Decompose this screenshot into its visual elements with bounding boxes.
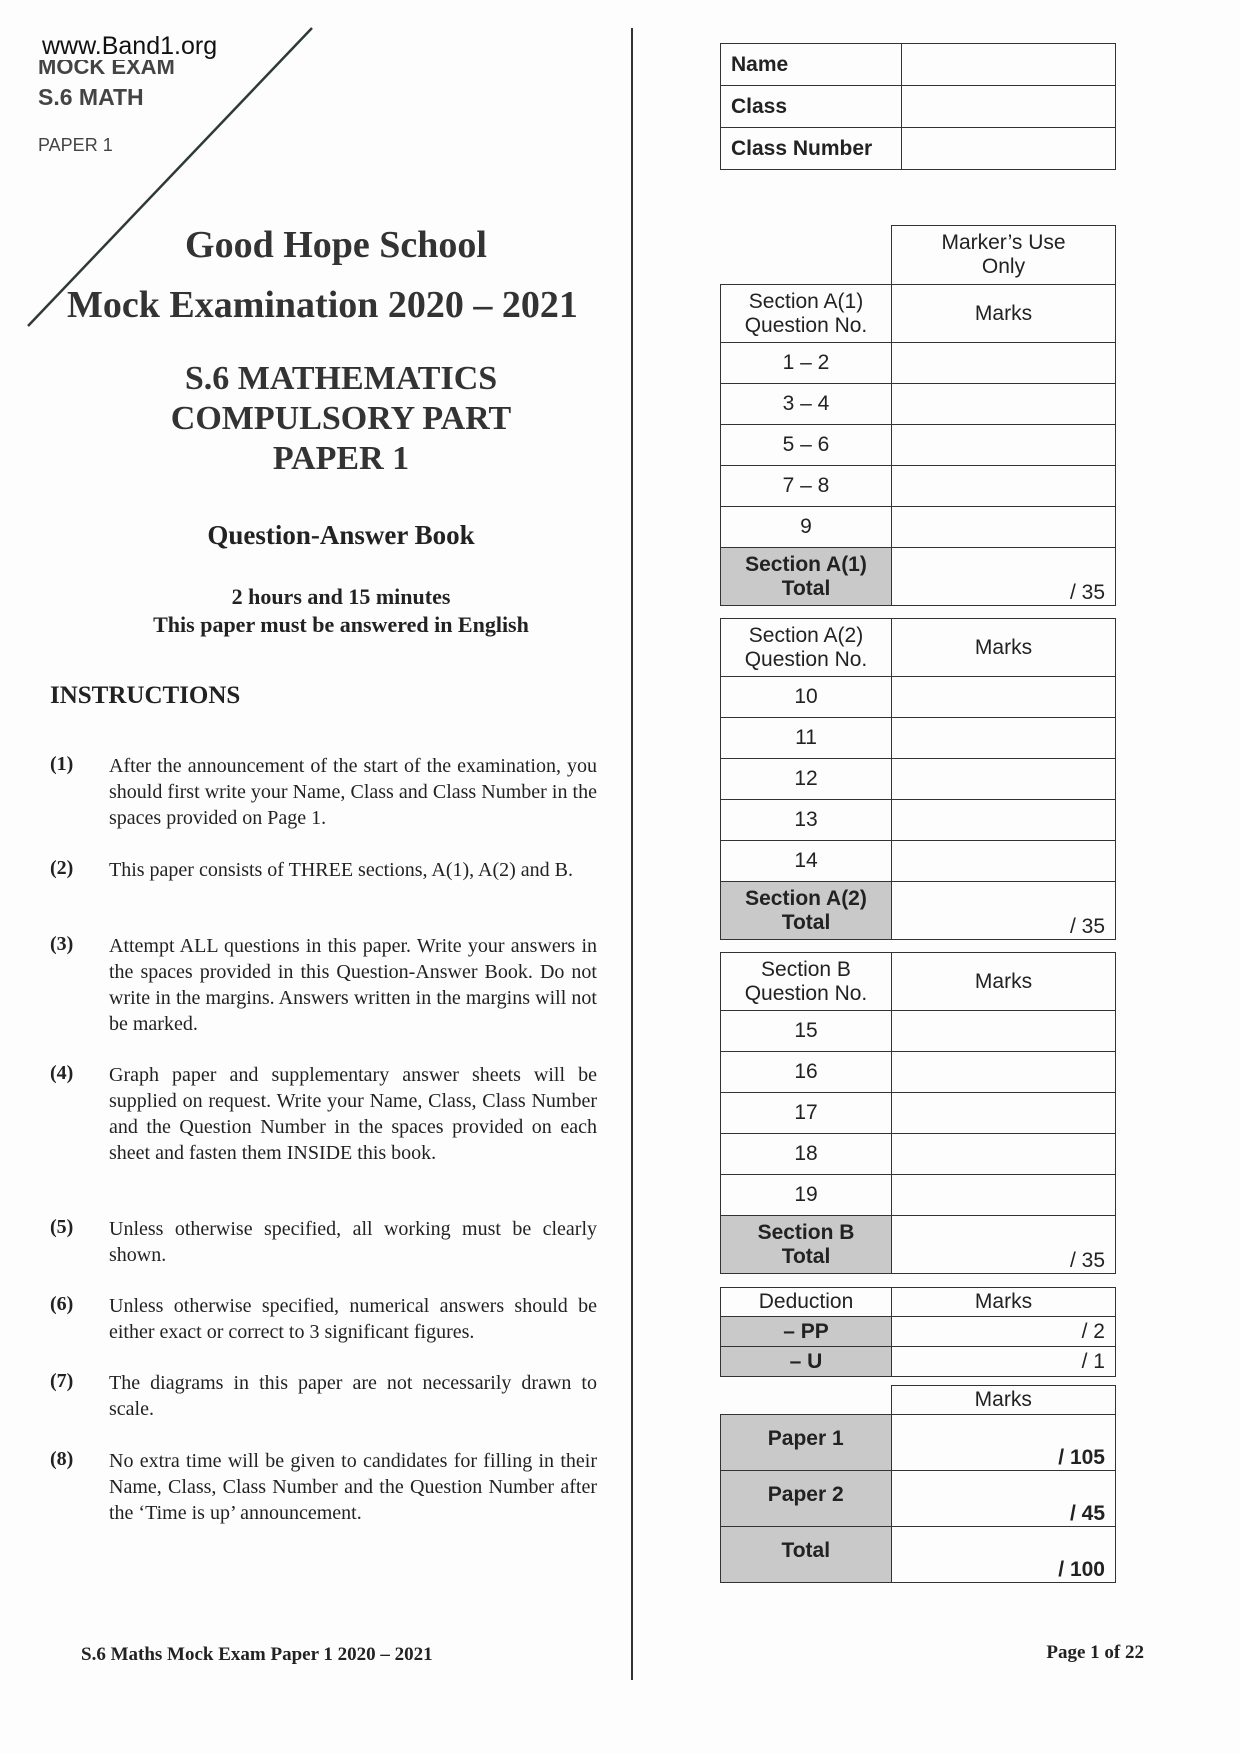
summary-table	[720, 1385, 1116, 1583]
deduction-item: – PP	[721, 1317, 892, 1347]
student-info-table	[720, 43, 1116, 170]
question-number: 19	[721, 1175, 892, 1216]
total-word: Total	[781, 576, 831, 600]
corner-mock-exam: MOCK EXAM	[38, 60, 175, 74]
total-section-name: Section B	[757, 1220, 855, 1244]
deduction-max[interactable]: / 2	[892, 1317, 1116, 1347]
question-number: 17	[721, 1093, 892, 1134]
deduction-item: – U	[721, 1347, 892, 1377]
section-total-label	[721, 548, 892, 606]
instruction-number: (4)	[50, 1062, 74, 1084]
instruction-text: Unless otherwise specified, all working must be clearly shown.	[109, 1218, 597, 1266]
class-number-field[interactable]	[902, 128, 1116, 170]
instruction-text: No extra time will be given to candidates for filling in their Name, Class, Class Number and the Question Number after the ‘Time is up’ announcement.	[109, 1450, 597, 1524]
instruction-number: (6)	[50, 1293, 74, 1315]
watermark: www.Band1.org	[42, 32, 218, 60]
question-number: 1 – 2	[721, 343, 892, 384]
marks-header: Marks	[892, 1288, 1116, 1317]
marks-field[interactable]	[892, 718, 1116, 759]
book-title: Question-Answer Book	[207, 520, 475, 550]
exam-title: Mock Examination 2020 – 2021	[67, 284, 578, 326]
question-number: 12	[721, 759, 892, 800]
instruction-number: (3)	[50, 933, 74, 955]
section-title: Section B	[761, 957, 851, 981]
summary-blank	[721, 1386, 892, 1415]
question-number: 7 – 8	[721, 466, 892, 507]
instruction-text: This paper consists of THREE sections, A(1), A(2) and B.	[109, 859, 574, 881]
class-field[interactable]	[902, 86, 1116, 128]
name-label: Name	[721, 44, 902, 86]
total-word: Total	[781, 910, 831, 934]
question-number: 3 – 4	[721, 384, 892, 425]
question-number: 13	[721, 800, 892, 841]
marks-field[interactable]	[892, 507, 1116, 548]
marks-field[interactable]	[892, 1052, 1116, 1093]
deduction-table	[720, 1287, 1116, 1377]
summary-max[interactable]: / 100	[891, 1527, 1116, 1583]
summary-label: Total	[721, 1527, 892, 1583]
marks-field[interactable]	[892, 1134, 1116, 1175]
instruction-text: Graph paper and supplementary answer sheets will be supplied on request. Write your Name, Class, Class Number and the Question Number in the spaces provided on each sheet and fasten them INSIDE this book.	[109, 1064, 597, 1164]
summary-label: Paper 1	[721, 1415, 892, 1471]
summary-label: Paper 2	[721, 1471, 892, 1527]
instruction-text: After the announcement of the start of the examination, you should first write your Name, Class and Class Number in the spaces provided on Page 1.	[109, 755, 597, 829]
total-word: Total	[781, 1244, 831, 1268]
instruction-text: Attempt ALL questions in this paper. Write your answers in the spaces provided in this Question-Answer Book. Do not write in the margins. Answers written in the margins will not be marked.	[109, 935, 597, 1035]
page-number: Page 1 of 22	[1046, 1642, 1144, 1663]
class-number-label: Class Number	[721, 128, 902, 170]
language-note: This paper must be answered in English	[153, 612, 529, 637]
marks-field[interactable]	[892, 800, 1116, 841]
question-number: 16	[721, 1052, 892, 1093]
section-total-label	[721, 1216, 892, 1274]
section-total-max[interactable]: / 35	[892, 1216, 1116, 1274]
marker-use-only-label: Marker’s Use Only	[892, 226, 1116, 285]
instruction-number: (2)	[50, 857, 74, 879]
instruction-number: (7)	[50, 1370, 74, 1392]
question-no-label: Question No.	[744, 313, 868, 337]
question-number: 10	[721, 677, 892, 718]
subject-line-1: S.6 MATHEMATICS	[184, 360, 498, 397]
section-table	[720, 618, 1116, 940]
instruction-number: (8)	[50, 1448, 74, 1470]
question-no-label: Question No.	[744, 647, 868, 671]
marks-field[interactable]	[892, 384, 1116, 425]
marks-header: Marks	[891, 1386, 1116, 1415]
name-field[interactable]	[902, 44, 1116, 86]
marks-field[interactable]	[892, 425, 1116, 466]
section-total-max[interactable]: / 35	[892, 548, 1116, 606]
marks-field[interactable]	[892, 1175, 1116, 1216]
marks-field[interactable]	[892, 466, 1116, 507]
section-header	[721, 953, 892, 1011]
question-no-label: Question No.	[744, 981, 868, 1005]
corner-subject: S.6 MATH	[38, 84, 144, 110]
marks-header: Marks	[892, 953, 1116, 1011]
subject-line-2: COMPULSORY PART	[170, 400, 512, 437]
deduction-label: Deduction	[721, 1288, 892, 1317]
instruction-number: (5)	[50, 1216, 74, 1238]
section-table	[720, 952, 1116, 1274]
marks-field[interactable]	[892, 1093, 1116, 1134]
question-number: 14	[721, 841, 892, 882]
page-divider	[631, 28, 633, 1680]
total-section-name: Section A(1)	[745, 552, 867, 576]
marks-field[interactable]	[892, 1011, 1116, 1052]
deduction-max[interactable]: / 1	[892, 1347, 1116, 1377]
marker-header	[891, 225, 1116, 285]
school-name: Good Hope School	[185, 224, 487, 266]
instruction-text: The diagrams in this paper are not necessarily drawn to scale.	[109, 1372, 597, 1420]
section-total-label	[721, 882, 892, 940]
instructions-title: INSTRUCTIONS	[50, 682, 241, 709]
marks-field[interactable]	[892, 759, 1116, 800]
marks-header: Marks	[892, 619, 1116, 677]
summary-max[interactable]: / 105	[891, 1415, 1116, 1471]
question-number: 11	[721, 718, 892, 759]
duration: 2 hours and 15 minutes	[231, 584, 451, 609]
total-section-name: Section A(2)	[745, 886, 867, 910]
question-number: 18	[721, 1134, 892, 1175]
subject-line-3: PAPER 1	[272, 440, 410, 477]
marks-header: Marks	[892, 285, 1116, 343]
section-total-max[interactable]: / 35	[892, 882, 1116, 940]
class-label: Class	[721, 86, 902, 128]
instruction-number: (1)	[50, 753, 74, 775]
question-number: 5 – 6	[721, 425, 892, 466]
section-title: Section A(1)	[748, 289, 864, 313]
section-table	[720, 284, 1116, 606]
marks-field[interactable]	[892, 841, 1116, 882]
corner-paper: PAPER 1	[38, 135, 113, 155]
question-number: 15	[721, 1011, 892, 1052]
section-title: Section A(2)	[748, 623, 864, 647]
footer-title: S.6 Maths Mock Exam Paper 1 2020 – 2021	[81, 1644, 433, 1665]
marks-field[interactable]	[892, 343, 1116, 384]
instruction-text: Unless otherwise specified, numerical answers should be either exact or correct to 3 significant figures.	[109, 1295, 597, 1343]
question-number: 9	[721, 507, 892, 548]
summary-max[interactable]: / 45	[891, 1471, 1116, 1527]
marks-field[interactable]	[892, 677, 1116, 718]
section-header	[721, 619, 892, 677]
section-header	[721, 285, 892, 343]
